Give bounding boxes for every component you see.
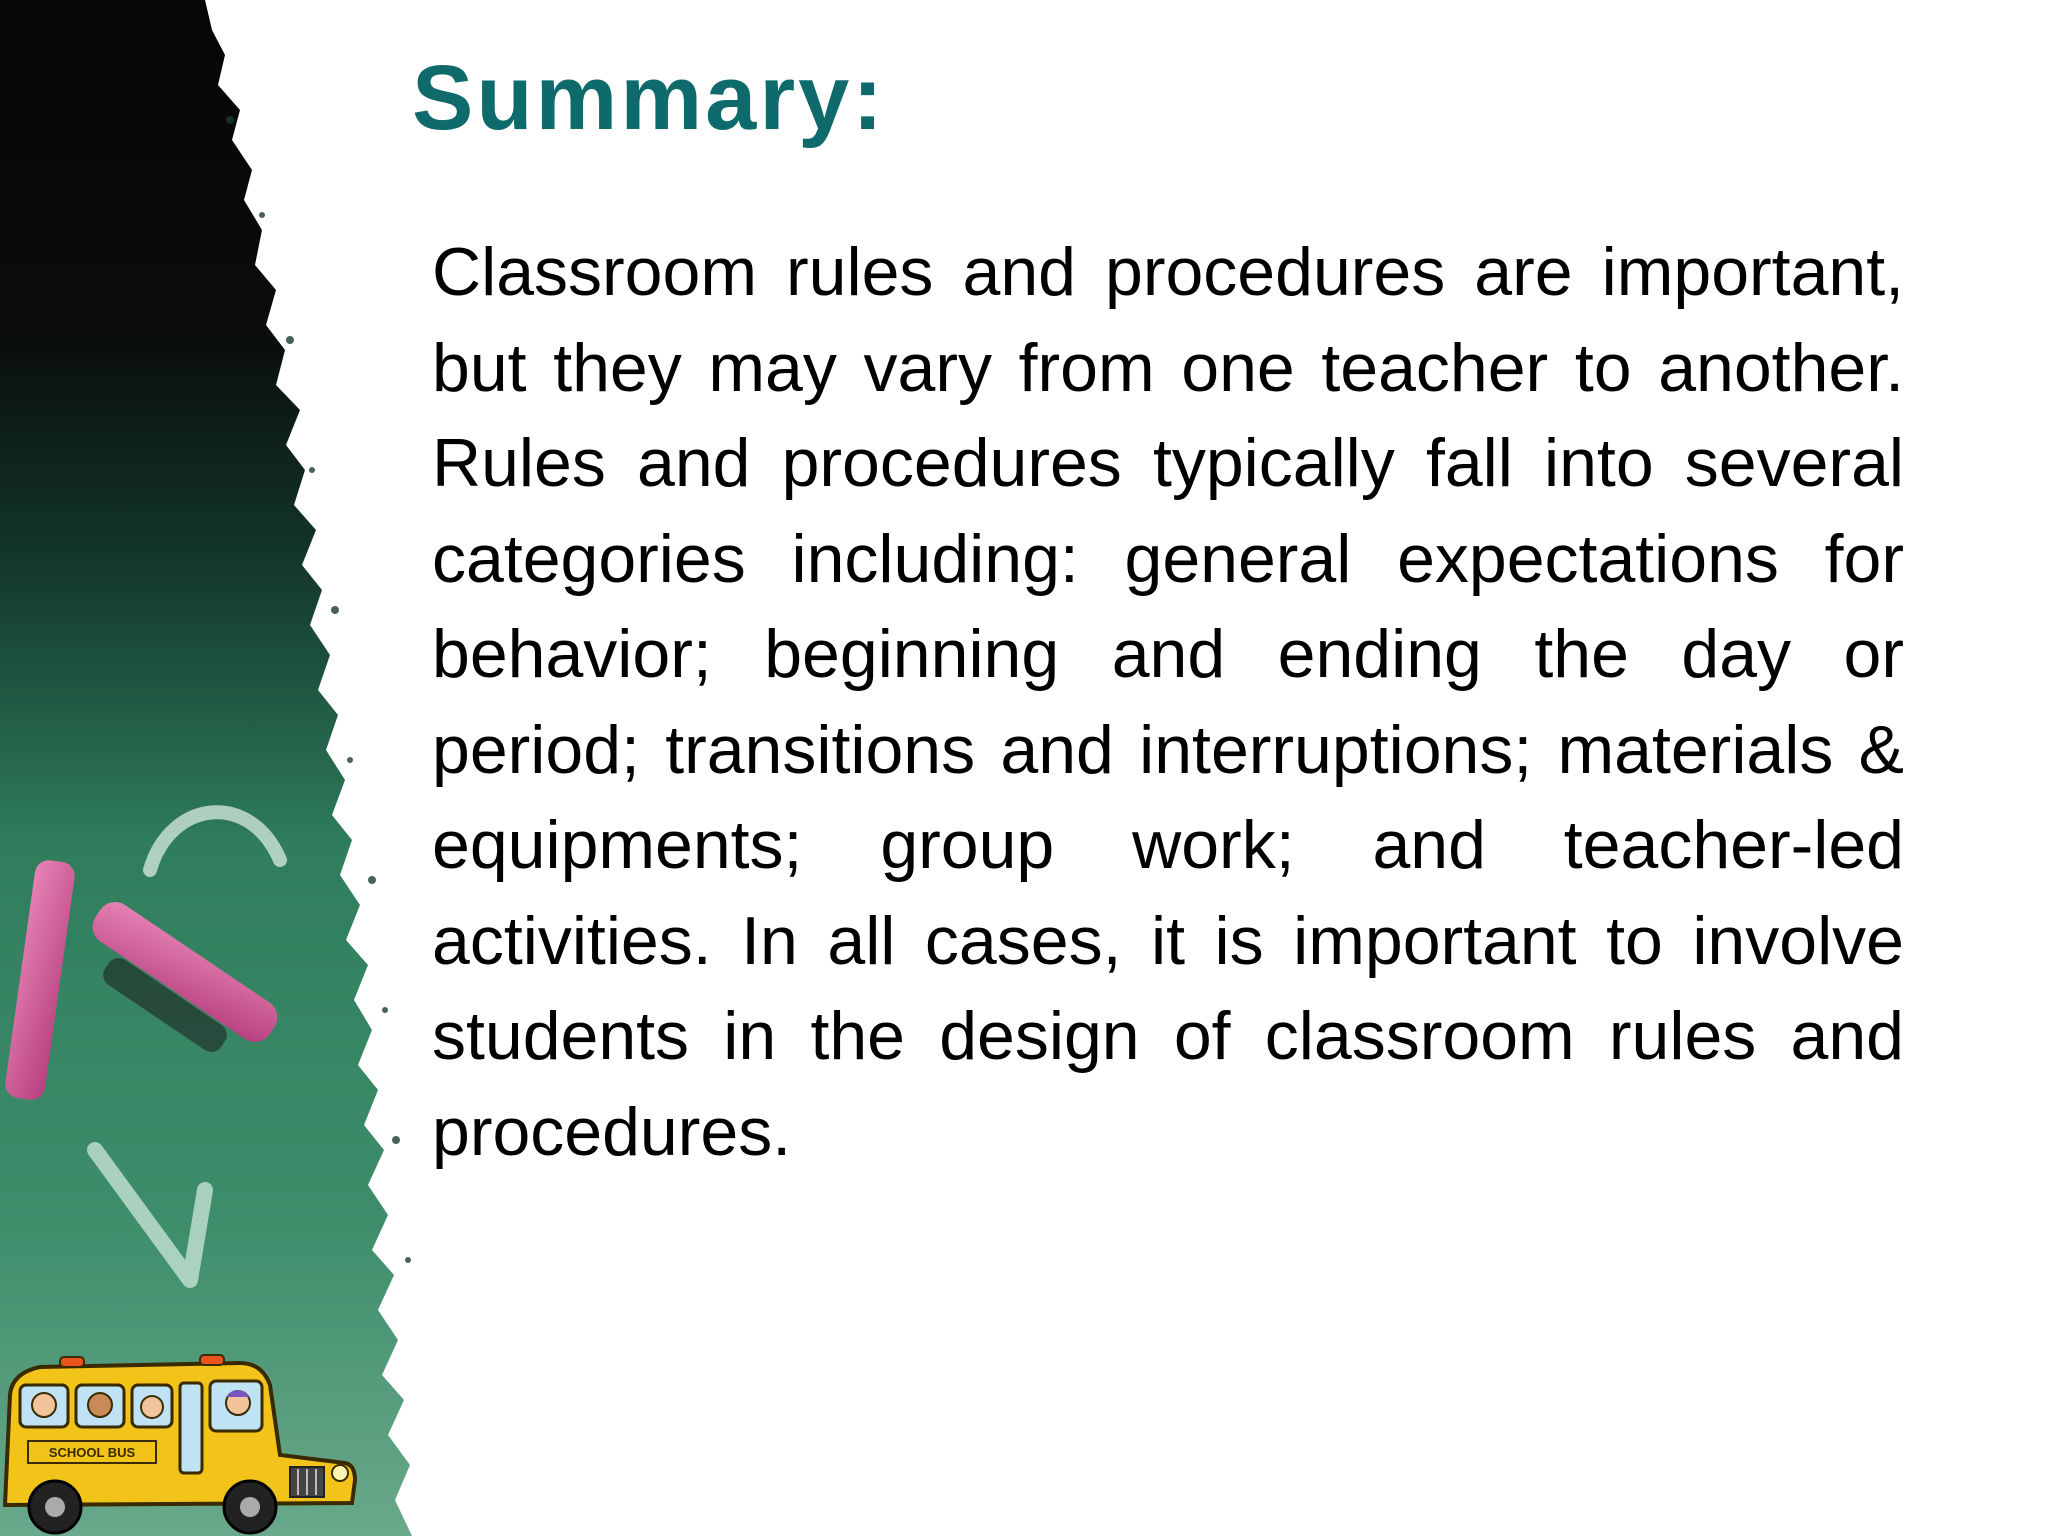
summary-paragraph: Classroom rules and procedures are important, but they may vary from one teacher to another. Rules and procedures typically fall into several categories including: general expectations for behavior; beginning and ending the day or period; transitions and interruptions; materials & equipments; group work; and teacher-led activities. In all cases, it is important to involve students in the design of classroom rules and procedures. [432, 234, 1904, 1170]
school-bus-icon [0, 1345, 360, 1536]
bus-sign-text: SCHOOL BUS [48, 1445, 136, 1460]
chalkboard-background [0, 0, 460, 1536]
page-title: Summary: [412, 47, 886, 149]
